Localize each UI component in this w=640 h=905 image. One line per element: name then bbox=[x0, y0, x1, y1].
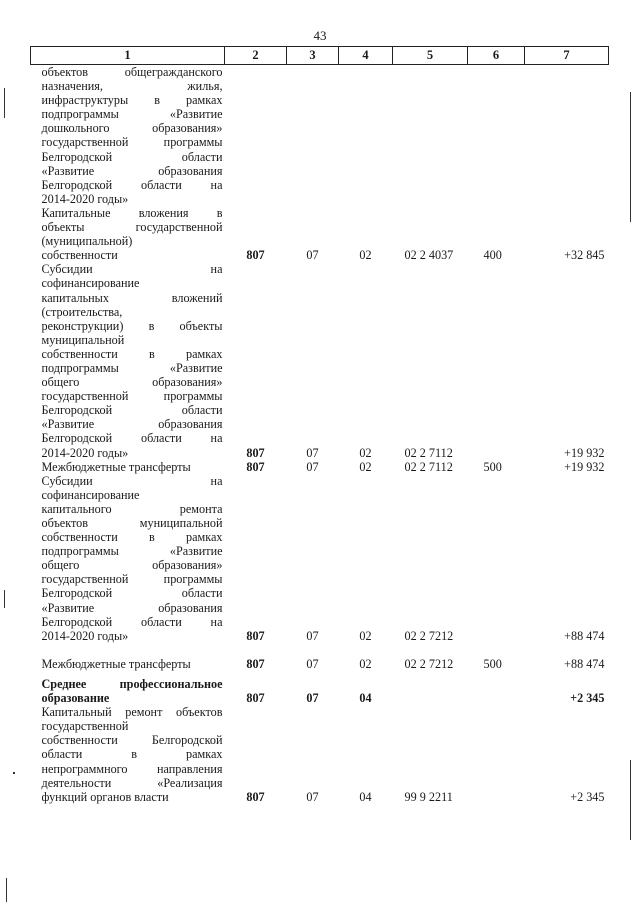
description-line: (муниципальной) bbox=[41, 234, 133, 249]
scan-mark bbox=[13, 772, 15, 774]
subsection-code: 04 bbox=[359, 789, 372, 804]
column-header: 1 bbox=[31, 47, 225, 65]
description-line: Белгородской области bbox=[41, 149, 223, 164]
description-line: Межбюджетные трансферты bbox=[41, 459, 191, 474]
table-row bbox=[31, 474, 609, 643]
description-line: подпрограммы «Развитие bbox=[41, 107, 223, 122]
amount: +2 345 bbox=[570, 789, 605, 804]
description-line: государственной bbox=[41, 719, 129, 734]
scan-mark bbox=[630, 760, 631, 840]
description-line: реконструкции) в объекты bbox=[41, 318, 223, 333]
column-header: 6 bbox=[468, 47, 525, 65]
description-line: «Развитие образования bbox=[41, 417, 223, 432]
expense-type: 500 bbox=[483, 459, 502, 474]
target-article: 99 9 2211 bbox=[404, 789, 453, 804]
row-description bbox=[31, 643, 225, 671]
column-header: 4 bbox=[339, 47, 393, 65]
column-header: 2 bbox=[225, 47, 287, 65]
expense-type bbox=[468, 262, 525, 459]
budget-table bbox=[30, 46, 609, 804]
description-line: софинансирование bbox=[41, 276, 140, 291]
description-line: государственной программы bbox=[41, 389, 223, 404]
amount bbox=[525, 65, 609, 206]
section-code: 07 bbox=[306, 459, 319, 474]
description-line: подпрограммы «Развитие bbox=[41, 544, 223, 559]
ministry-code bbox=[225, 65, 287, 206]
description-line: образование bbox=[41, 691, 110, 706]
description-line: Субсидии на bbox=[41, 262, 223, 277]
description-line: Белгородской области на bbox=[41, 614, 223, 629]
amount: +2 345 bbox=[570, 691, 605, 706]
section-code: 07 bbox=[306, 656, 319, 671]
page-number: 43 bbox=[313, 28, 327, 43]
table-header-row bbox=[31, 47, 609, 65]
table-row bbox=[31, 705, 609, 804]
row-description bbox=[31, 705, 225, 804]
description-line: (строительства, bbox=[41, 304, 123, 319]
table-row bbox=[31, 460, 609, 474]
description-line: объекты государственной bbox=[41, 220, 223, 235]
description-line: Субсидии на bbox=[41, 473, 223, 488]
section-code: 07 bbox=[306, 445, 319, 460]
description-line: дошкольного образования» bbox=[41, 121, 223, 136]
amount: +32 845 bbox=[564, 248, 605, 263]
subsection-code: 02 bbox=[359, 628, 372, 643]
ministry-code: 807 bbox=[246, 459, 265, 474]
subsection-code: 04 bbox=[359, 691, 372, 706]
expense-type: 400 bbox=[483, 248, 502, 263]
description-line: «Развитие образования bbox=[41, 163, 223, 178]
description-line: Белгородской области на bbox=[41, 177, 223, 192]
description-line: государственной программы bbox=[41, 135, 223, 150]
scan-mark bbox=[4, 88, 5, 118]
expense-type bbox=[468, 705, 525, 804]
column-header: 7 bbox=[525, 47, 609, 65]
description-line: собственности в рамках bbox=[41, 530, 223, 545]
description-line: Межбюджетные трансферты bbox=[41, 656, 191, 671]
column-header: 5 bbox=[393, 47, 468, 65]
row-description bbox=[31, 671, 225, 705]
expense-type bbox=[468, 474, 525, 643]
target-article: 02 2 7212 bbox=[404, 628, 454, 643]
description-line: «Развитие образования bbox=[41, 600, 223, 615]
target-article bbox=[393, 65, 468, 206]
description-line: объектов общегражданского bbox=[41, 65, 223, 79]
description-line: непрограммного направления bbox=[41, 761, 223, 776]
table-row bbox=[31, 671, 609, 705]
scan-mark bbox=[630, 92, 631, 222]
target-article bbox=[393, 671, 468, 705]
scan-mark bbox=[6, 878, 7, 902]
description-line: собственности Белгородской bbox=[41, 733, 223, 748]
description-line: Белгородской области на bbox=[41, 431, 223, 446]
column-header: 3 bbox=[287, 47, 339, 65]
table-row bbox=[31, 643, 609, 671]
table-row bbox=[31, 65, 609, 206]
description-line: области в рамках bbox=[41, 747, 223, 762]
scan-mark bbox=[4, 590, 5, 608]
target-article: 02 2 7112 bbox=[404, 445, 453, 460]
ministry-code: 807 bbox=[246, 789, 265, 804]
table-row bbox=[31, 206, 609, 262]
description-line: деятельности «Реализация bbox=[41, 775, 223, 790]
description-line: капитального ремонта bbox=[41, 501, 223, 516]
table-row bbox=[31, 262, 609, 459]
ministry-code: 807 bbox=[246, 248, 265, 263]
subsection-code bbox=[339, 65, 393, 206]
description-line: собственности bbox=[41, 248, 118, 263]
row-description bbox=[31, 460, 225, 474]
expense-type bbox=[468, 671, 525, 705]
amount: +19 932 bbox=[564, 459, 605, 474]
description-line: капитальных вложений bbox=[41, 290, 223, 305]
description-line: 2014-2020 годы» bbox=[41, 191, 129, 206]
description-line: общего образования» bbox=[41, 375, 223, 390]
description-line: Белгородской области bbox=[41, 586, 223, 601]
subsection-code: 02 bbox=[359, 248, 372, 263]
ministry-code: 807 bbox=[246, 691, 265, 706]
description-line: Капитальные вложения в bbox=[41, 205, 223, 220]
section-code: 07 bbox=[306, 248, 319, 263]
expense-type: 500 bbox=[483, 656, 502, 671]
description-line: Белгородской области bbox=[41, 403, 223, 418]
row-description bbox=[31, 262, 225, 459]
description-line: Среднее профессиональное bbox=[41, 676, 223, 691]
description-line: Капитальный ремонт объектов bbox=[41, 705, 223, 720]
section-code: 07 bbox=[306, 789, 319, 804]
description-line: собственности в рамках bbox=[41, 346, 223, 361]
target-article: 02 2 7112 bbox=[404, 459, 453, 474]
subsection-code: 02 bbox=[359, 459, 372, 474]
ministry-code: 807 bbox=[246, 656, 265, 671]
row-description bbox=[31, 474, 225, 643]
description-line: инфраструктуры в рамках bbox=[41, 93, 223, 108]
expense-type bbox=[468, 65, 525, 206]
amount: +19 932 bbox=[564, 445, 605, 460]
ministry-code: 807 bbox=[246, 628, 265, 643]
ministry-code: 807 bbox=[246, 445, 265, 460]
description-line: 2014-2020 годы» bbox=[41, 628, 129, 643]
description-line: функций органов власти bbox=[41, 789, 169, 804]
description-line: государственной программы bbox=[41, 572, 223, 587]
subsection-code: 02 bbox=[359, 445, 372, 460]
section-code bbox=[287, 65, 339, 206]
section-code: 07 bbox=[306, 691, 319, 706]
description-line: подпрограммы «Развитие bbox=[41, 360, 223, 375]
target-article: 02 2 4037 bbox=[404, 248, 454, 263]
target-article: 02 2 7212 bbox=[404, 656, 454, 671]
description-line: софинансирование bbox=[41, 487, 140, 502]
description-line: объектов муниципальной bbox=[41, 516, 223, 530]
subsection-code: 02 bbox=[359, 656, 372, 671]
section-code: 07 bbox=[306, 628, 319, 643]
description-line: 2014-2020 годы» bbox=[41, 445, 129, 460]
description-line: муниципальной bbox=[41, 332, 125, 347]
description-line: назначения, жилья, bbox=[41, 79, 223, 94]
amount: +88 474 bbox=[564, 628, 605, 643]
description-line: общего образования» bbox=[41, 558, 223, 573]
amount: +88 474 bbox=[564, 656, 605, 671]
row-description bbox=[31, 65, 225, 206]
row-description bbox=[31, 206, 225, 262]
